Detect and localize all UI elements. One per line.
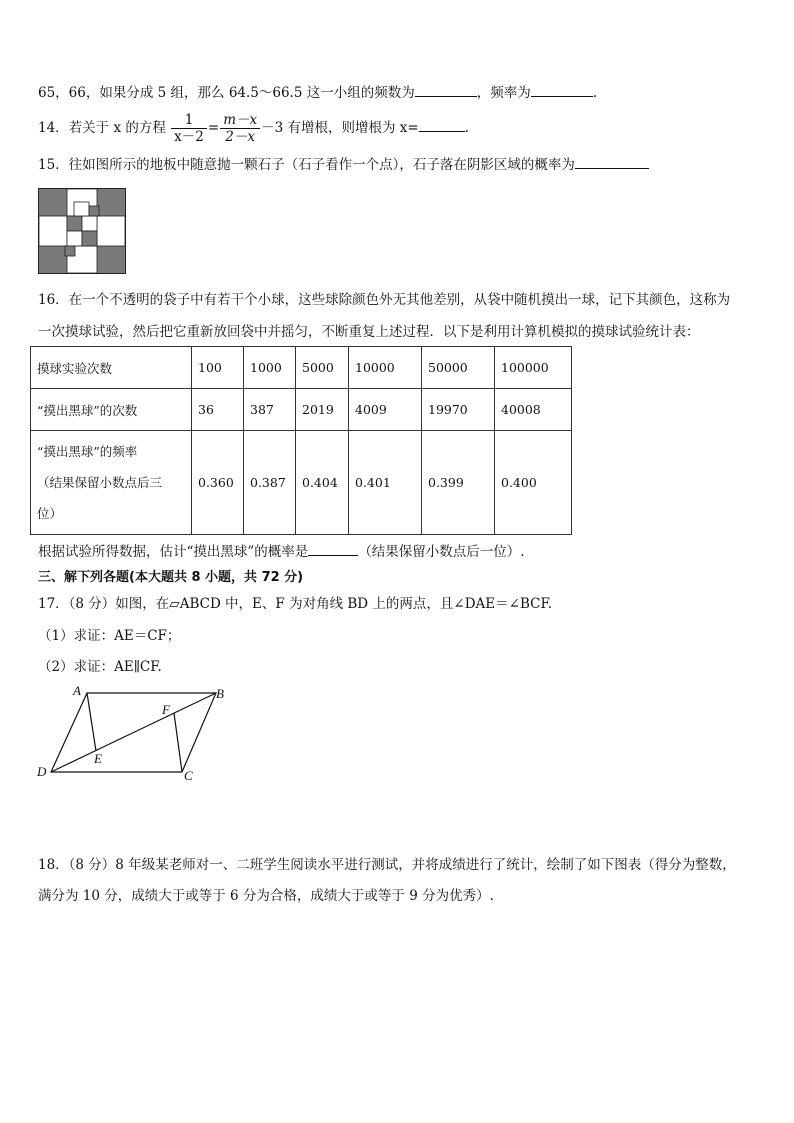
q14-frac1-num: 1 <box>171 112 207 129</box>
small-shade-top <box>89 206 99 216</box>
segment-ae <box>87 693 96 751</box>
q14-frac2-num: m－x <box>220 112 260 129</box>
table-row <box>31 347 572 389</box>
table-cell-row-label: 摸球实验次数 <box>31 347 192 389</box>
diagonal-bd <box>51 693 216 772</box>
q17-part-1: （1）求证：AE＝CF； <box>38 628 181 644</box>
table-cell: 0.387 <box>244 431 296 535</box>
q14-answer-blank[interactable] <box>419 117 465 132</box>
q13-tail-line <box>38 82 597 103</box>
table-cell: 2019 <box>296 389 349 431</box>
table-cell: 387 <box>244 389 296 431</box>
row3-label-line-1: “摸出黑球”的频率 <box>37 444 138 459</box>
q15-text: 15．往如图所示的地板中随意抛一颗石子（石子看作一个点），石子落在阴影区域的概率为 <box>38 157 575 173</box>
table-cell: 0.399 <box>422 431 495 535</box>
q14-frac1-den: x－2 <box>174 129 204 145</box>
table-row <box>31 431 572 535</box>
table-cell: 0.360 <box>192 431 244 535</box>
cell-middle-left <box>39 216 67 246</box>
table-cell-row-label <box>31 431 192 535</box>
label-d: D <box>37 764 47 779</box>
label-a: A <box>73 684 81 698</box>
shade-square-bottom-right <box>97 246 125 273</box>
table-row <box>31 389 572 431</box>
table-cell: 100 <box>192 347 244 389</box>
q16-after-line <box>38 541 525 562</box>
center-cell-top-right <box>82 216 97 231</box>
section-3-title: 三、解下列各题(本大题共 8 小题，共 72 分) <box>38 570 304 585</box>
small-cell-top <box>74 202 89 216</box>
q13-text-2: ，频率为 <box>476 85 531 101</box>
q16-line-2 <box>38 322 700 342</box>
table-cell: 4009 <box>349 389 422 431</box>
q17-part-2: （2）求证：AE∥CF. <box>38 659 162 675</box>
q16-answer-blank[interactable] <box>308 541 358 556</box>
small-shade-bottom <box>65 246 75 256</box>
table-cell: 40008 <box>495 389 572 431</box>
q16-line-1 <box>38 290 730 310</box>
q13-answer-blank-1[interactable] <box>415 82 477 97</box>
q14-mid: －3 有增根，则增根为 x= <box>261 120 419 136</box>
table-cell: 10000 <box>349 347 422 389</box>
table-cell: 50000 <box>422 347 495 389</box>
center-shade-top-left <box>67 216 82 231</box>
shade-square-top-right <box>97 189 125 216</box>
segment-cf <box>174 713 182 772</box>
q16-text-2: 一次摸球试验，然后把它重新放回袋中并摇匀，不断重复上述过程．以下是利用计算机模拟的摸球试验统计表： <box>38 324 700 340</box>
q13-text-3: . <box>592 85 598 101</box>
cell-middle-right <box>97 216 125 246</box>
table-cell: 19970 <box>422 389 495 431</box>
label-c: C <box>184 768 193 783</box>
floor-tile-figure <box>38 188 126 274</box>
q13-answer-blank-2[interactable] <box>531 82 593 97</box>
label-e: E <box>94 751 102 766</box>
q14-frac2-den: 2－x <box>225 129 255 145</box>
label-b: B <box>216 686 224 701</box>
table-cell: 1000 <box>244 347 296 389</box>
table-cell: 0.400 <box>495 431 572 535</box>
table-cell: 0.401 <box>349 431 422 535</box>
row3-label-line-3: 位） <box>37 506 63 521</box>
q16-after-text-2: （结果保留小数点后一位）. <box>358 544 525 560</box>
table-cell: 100000 <box>495 347 572 389</box>
q16-text-1: 16．在一个不透明的袋子中有若干个小球，这些球除颜色外无其他差别，从袋中随机摸出一球，记下其颜色，这称为 <box>38 292 731 308</box>
center-shade-bottom-right <box>82 231 97 246</box>
q14-fraction-1 <box>171 112 207 145</box>
q18-line-1: 18．（8 分）8 年级某老师对一、二班学生阅读水平进行测试，并将成绩进行了统计，绘制了如下图表（得分为整数， <box>38 857 736 873</box>
table-cell: 0.404 <box>296 431 349 535</box>
row3-label-line-2: （结果保留小数点后三 <box>37 475 163 490</box>
q14-end: . <box>464 120 470 136</box>
parallelogram-figure <box>34 684 234 784</box>
shade-square-top-left <box>39 189 67 216</box>
q14-equals: = <box>207 120 220 136</box>
q14-prefix: 14．若关于 x 的方程 <box>38 120 166 136</box>
q13-text-1: 65，66，如果分成 5 组，那么 64.5～66.5 这一小组的频数为 <box>38 85 415 101</box>
q18-line-2: 满分为 10 分，成绩大于或等于 6 分为合格，成绩大于或等于 9 分为优秀）. <box>38 888 494 904</box>
table-cell-row-label: “摸出黑球”的次数 <box>31 389 192 431</box>
experiment-table <box>30 346 572 535</box>
center-cell-bottom-left <box>67 231 82 246</box>
q15-answer-blank[interactable] <box>575 154 649 169</box>
label-f: F <box>162 702 170 717</box>
q17-stem: 17．（8 分）如图，在▱ABCD 中，E、F 为对角线 BD 上的两点，且∠DAE＝∠BCF. <box>38 596 553 612</box>
shade-square-bottom-left <box>39 246 67 273</box>
q14-line <box>38 110 469 146</box>
q16-after-text-1: 根据试验所得数据，估计“摸出黑球”的概率是 <box>38 544 309 560</box>
table-cell: 36 <box>192 389 244 431</box>
q14-fraction-2 <box>220 112 260 145</box>
q15-line <box>38 154 649 175</box>
table-cell: 5000 <box>296 347 349 389</box>
